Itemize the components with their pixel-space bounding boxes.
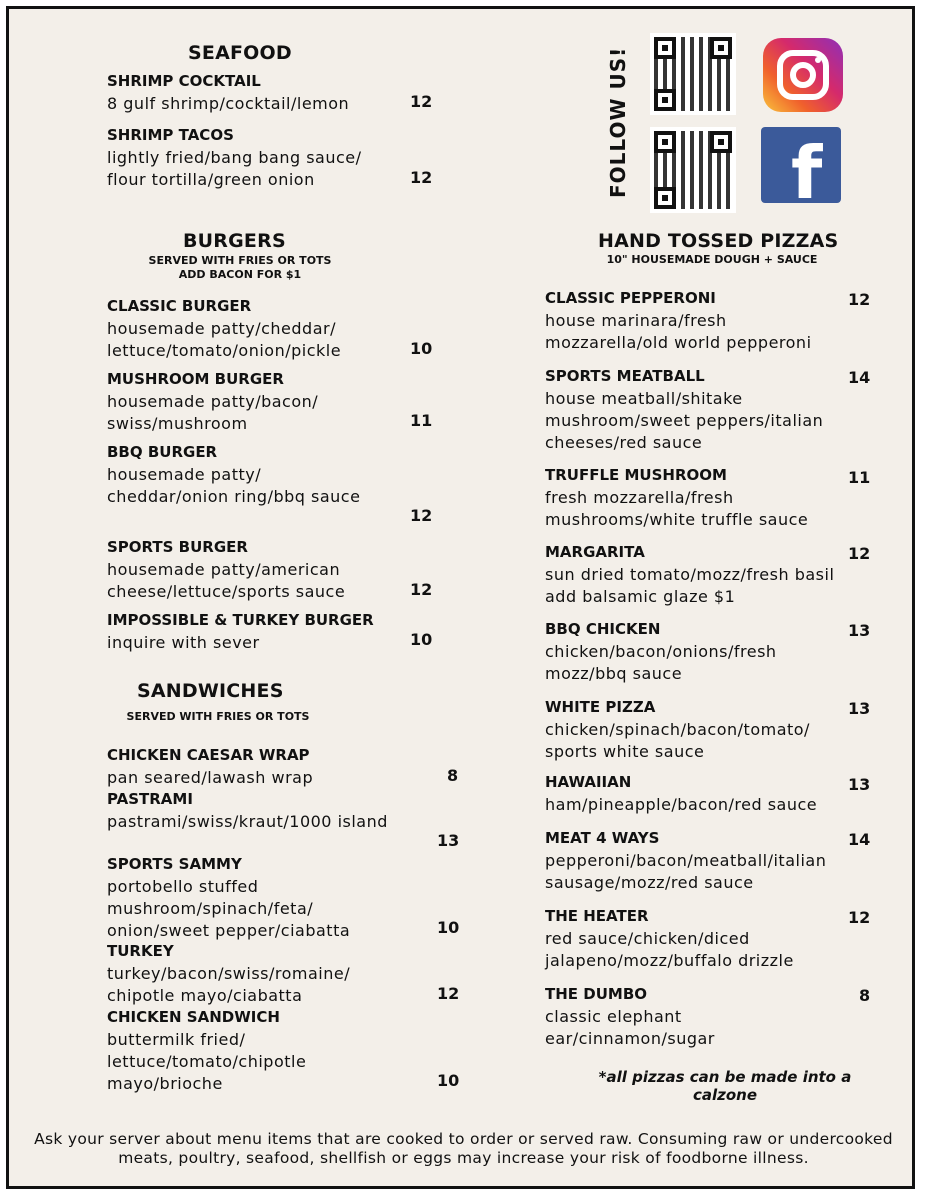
menu-item-desc: turkey/bacon/swiss/romaine/ chipotle mayo/ciabatta <box>107 964 351 1005</box>
menu-item-desc: sun dried tomato/mozz/fresh basil add balsamic glaze $1 <box>545 565 835 606</box>
qr-code-icon[interactable] <box>650 33 736 115</box>
section-subtitle: 10" HOUSEMADE DOUGH + SAUCE <box>606 253 818 266</box>
menu-item-desc: ham/pineapple/bacon/red sauce <box>545 795 818 814</box>
menu-item-price: 8 <box>447 766 459 785</box>
menu-item-desc: buttermilk fried/ lettuce/tomato/chipotle mayo/brioche <box>107 1030 307 1093</box>
menu-item-desc: housemade patty/american cheese/lettuce/sports sauce <box>107 560 346 601</box>
facebook-icon[interactable]: f <box>761 127 841 203</box>
menu-item-price: 10 <box>410 339 433 358</box>
menu-item-name: CLASSIC BURGER <box>107 297 252 315</box>
menu-item-name: BBQ CHICKEN <box>545 620 661 638</box>
menu-item-name: SPORTS BURGER <box>107 538 248 556</box>
menu-item-name: CLASSIC PEPPERONI <box>545 289 716 307</box>
menu-item-name: MARGARITA <box>545 543 645 561</box>
menu-item-price: 13 <box>848 775 871 794</box>
menu-item-price: 13 <box>848 621 871 640</box>
menu-item-name: MUSHROOM BURGER <box>107 370 284 388</box>
menu-item-desc: house marinara/fresh mozzarella/old world pepperoni <box>545 311 812 352</box>
menu-item-desc: red sauce/chicken/diced jalapeno/mozz/buffalo drizzle <box>545 929 794 970</box>
menu-item-price: 12 <box>410 92 433 111</box>
calzone-note: *all pizzas can be made into a calzone <box>598 1068 852 1104</box>
menu-item-name: IMPOSSIBLE & TURKEY BURGER <box>107 611 374 629</box>
menu-item-name: TRUFFLE MUSHROOM <box>545 466 727 484</box>
menu-item-price: 12 <box>410 168 433 187</box>
follow-us-label: FOLLOW US! <box>606 46 630 198</box>
section-title-sandwiches: SANDWICHES <box>137 680 284 702</box>
menu-item-name: CHICKEN CAESAR WRAP <box>107 746 310 764</box>
menu-item-price: 10 <box>410 630 433 649</box>
menu-item-desc: chicken/spinach/bacon/tomato/ sports white sauce <box>545 720 810 761</box>
menu-item-price: 10 <box>437 1071 460 1090</box>
menu-item-price: 10 <box>437 918 460 937</box>
menu-item-name: SPORTS SAMMY <box>107 855 242 873</box>
menu-item-desc: portobello stuffed mushroom/spinach/feta/ onion/sweet pepper/ciabatta <box>107 877 351 940</box>
menu-item-price: 12 <box>848 908 871 927</box>
menu-item-name: WHITE PIZZA <box>545 698 656 716</box>
menu-item-price: 12 <box>848 544 871 563</box>
menu-item-price: 8 <box>859 986 871 1005</box>
menu-item-name: THE HEATER <box>545 907 649 925</box>
menu-item-name: PASTRAMI <box>107 790 193 808</box>
menu-item-price: 12 <box>848 290 871 309</box>
instagram-icon[interactable] <box>763 38 843 112</box>
section-subtitle: SERVED WITH FRIES OR TOTS <box>126 710 310 723</box>
menu-item-desc: housemade patty/cheddar/ lettuce/tomato/onion/pickle <box>107 319 342 360</box>
section-title-burgers: BURGERS <box>183 230 286 252</box>
disclaimer-text: Ask your server about menu items that are cooked to order or served raw. Consuming raw or undercooked meats, poultry, seafood, shellfish or eggs may increase your risk of foodborne illness. <box>34 1130 893 1167</box>
menu-item-price: 12 <box>410 580 433 599</box>
qr-code-icon[interactable] <box>650 127 736 213</box>
section-title-pizzas: HAND TOSSED PIZZAS <box>598 230 839 252</box>
menu-item-desc: housemade patty/ cheddar/onion ring/bbq sauce <box>107 465 361 506</box>
menu-item-desc: fresh mozzarella/fresh mushrooms/white truffle sauce <box>545 488 809 529</box>
menu-item-name: TURKEY <box>107 942 174 960</box>
menu-item-name: HAWAIIAN <box>545 773 632 791</box>
menu-item-name: MEAT 4 WAYS <box>545 829 660 847</box>
menu-item-price: 12 <box>437 984 460 1003</box>
menu-item-name: SHRIMP TACOS <box>107 126 234 144</box>
menu-item-desc: pastrami/swiss/kraut/1000 island <box>107 812 388 831</box>
menu-item-price: 11 <box>848 468 871 487</box>
menu-item-name: SHRIMP COCKTAIL <box>107 72 261 90</box>
menu-item-price: 13 <box>437 831 460 850</box>
menu-item-name: THE DUMBO <box>545 985 647 1003</box>
menu-item-desc: housemade patty/bacon/ swiss/mushroom <box>107 392 319 433</box>
menu-item-name: SPORTS MEATBALL <box>545 367 705 385</box>
menu-item-desc: chicken/bacon/onions/fresh mozz/bbq sauce <box>545 642 777 683</box>
menu-item-name: CHICKEN SANDWICH <box>107 1008 280 1026</box>
menu-item-desc: inquire with sever <box>107 633 260 652</box>
menu-item-desc: house meatball/shitake mushroom/sweet peppers/italian cheeses/red sauce <box>545 389 824 452</box>
menu-item-price: 14 <box>848 830 871 849</box>
menu-item-desc: pepperoni/bacon/meatball/italian sausage/mozz/red sauce <box>545 851 827 892</box>
menu-item-price: 14 <box>848 368 871 387</box>
menu-item-name: BBQ BURGER <box>107 443 218 461</box>
menu-item-desc: 8 gulf shrimp/cocktail/lemon <box>107 94 350 113</box>
section-subtitle: SERVED WITH FRIES OR TOTS <box>148 254 332 267</box>
menu-item-desc: lightly fried/bang bang sauce/ flour tortilla/green onion <box>107 148 362 189</box>
section-title-seafood: SEAFOOD <box>188 42 292 64</box>
section-subtitle: ADD BACON FOR $1 <box>178 268 302 281</box>
menu-item-price: 11 <box>410 411 433 430</box>
menu-item-price: 12 <box>410 506 433 525</box>
menu-item-desc: classic elephant ear/cinnamon/sugar <box>545 1007 715 1048</box>
menu-item-price: 13 <box>848 699 871 718</box>
menu-item-desc: pan seared/lawash wrap <box>107 768 314 787</box>
